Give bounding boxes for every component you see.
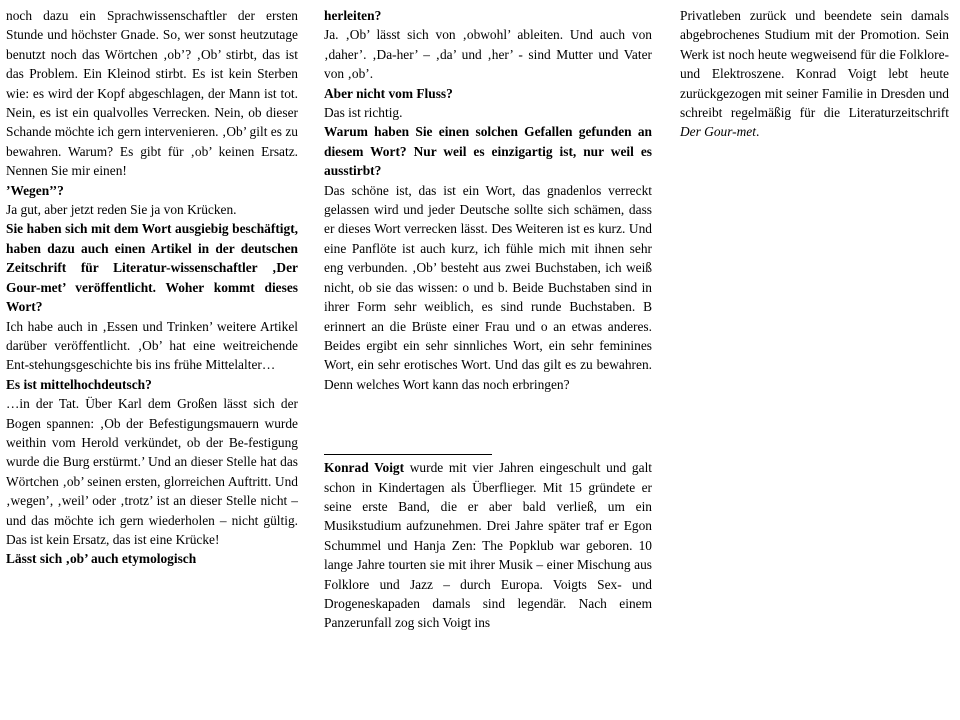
column-3 [680,6,949,142]
column-2 [324,6,652,633]
answer-paragraph: noch dazu ein Sprachwissenschaftler der ersten Stunde und höchster Gnade. So, wer sonst heutzutage benutzt noch das Wörtchen ‚ob’? ‚Ob’ stirbt, das ist das Problem. Ein Kleinod stirbt. Es ist kein Sterben wie: es wird der Kopf abgeschlagen, der Mann ist tot. Nein, es ist ein qualvolles Verrecken. Nein, ob dieser Schande möchte ich gern intervenieren. ‚Ob’ gilt es zu bewahren. Warum? Es gibt für ‚ob’ keinen Ersatz. Nennen Sie mir einen! [6,8,298,179]
journal-title: Der Gour-met [680,124,756,140]
question-paragraph: ’Wegen’’? [6,182,64,198]
answer-paragraph: Ja. ‚Ob’ lässt sich von ‚obwohl’ ableiten. Und auch von ‚daher’. ‚Da-her’ – ‚da’ und ‚her’ - sind Mutter und Vater von ‚ob’. [324,27,652,82]
footnote-rule [324,454,492,455]
sentence-end: . [755,124,760,140]
question-paragraph: Sie haben sich mit dem Wort ausgiebig beschäftigt, haben dazu auch einen Artikel in der deutschen Zeitschrift für Literatur-wissenschaftler ‚Der Gour-met’ veröffentlicht. Woher kommt dieses Wort? [6,221,298,315]
author-bio [324,458,652,633]
author-name: Konrad Voigt [324,460,405,476]
author-bio-text: Privatleben zurück und beendete sein damals abgebrochenes Studium mit der Promotion. Sein Werk ist noch heute wegweisend für die Folklore- und Elektroszene. Konrad Voigt lebt heute zurückgezogen mit seiner Familie in Dresden und schreibt regelmäßig für die Literaturzeitschrift [680,8,949,121]
answer-paragraph: Ja gut, aber jetzt reden Sie ja von Krücken. [6,202,237,218]
author-bio-text: wurde mit vier Jahren eingeschult und galt schon in Kindertagen als Überflieger. Mit 15 gründete er seine erste Band, die er aber bald verließ, um ein Musikstudium aufzunehmen. Drei Jahre später traf er Egon Schummel und Hanja Zen: The Popklub war geboren. 10 lange Jahre tourten sie mit ihrer Musik – einer Mischung aus Folklore und Jazz – durch Europa. Voigts Sex- und Drogeneskapaden damals sind legendär. Nach einem Panzerunfall zog sich Voigt ins [324,460,653,631]
answer-paragraph: Das ist richtig. [324,105,403,121]
question-paragraph: Es ist mittelhochdeutsch? [6,376,152,392]
question-paragraph: Aber nicht vom Fluss? [324,85,453,101]
answer-paragraph: …in der Tat. Über Karl dem Großen lässt sich der Bogen spannen: ‚Ob der Befestigungsmauern wurde weithin vom Herold verkündet, ob der Be-festigung wurde die Burg erstürmt.’ Und an dieser Stelle hat das Wörtchen ‚ob’ seinen ersten, glorreichen Auftritt. Und ‚wegen’, ‚weil’ oder ‚trotz’ ist an dieser Stelle nicht – und das möchte ich gern wiederholen – nicht gültig. Das ist kein Ersatz, das ist eine Krücke! [6,396,298,547]
question-paragraph: Warum haben Sie einen solchen Gefallen gefunden an diesem Wort? Nur weil es einzigartig ist, nur weil es ausstirbt? [324,124,652,179]
column-1 [6,6,298,569]
answer-paragraph: Ich habe auch in ‚Essen und Trinken’ weitere Artikel darüber veröffentlicht. ‚Ob’ hat eine weitreichende Ent-stehungsgeschichte bis ins frühe Mittelalter… [6,318,298,373]
question-paragraph: Lässt sich ‚ob’ auch etymologisch [6,551,197,567]
spacer [324,394,652,454]
question-paragraph: herleiten? [324,8,382,23]
answer-paragraph: Das schöne ist, das ist ein Wort, das gnadenlos verreckt gelassen wird und jeder Deutsche sollte sich schämen, dass er dieses Wort verrecken lässt. Des Weiteren ist es kurz. Und eine Panflöte ist auch kurz, ich fühle mich mit ihnen sehr eng verbunden. ‚Ob’ besteht aus zwei Buchstaben, ich weiß nicht, ob sie das wissen: o und b. Beide Buchstaben sind in ihrer Form sehr weiblich, es sind runde Buchstaben. B erinnert an die Brüste einer Frau und o an etwas anderes. Beides ergibt ein sehr sinnliches Wort, ein sehr feminines Wort, ein sehr erotisches Wort. Und das gilt es zu bewahren. Denn welches Wort kann das noch erbringen? [324,182,652,392]
author-bio-continued [680,6,949,142]
